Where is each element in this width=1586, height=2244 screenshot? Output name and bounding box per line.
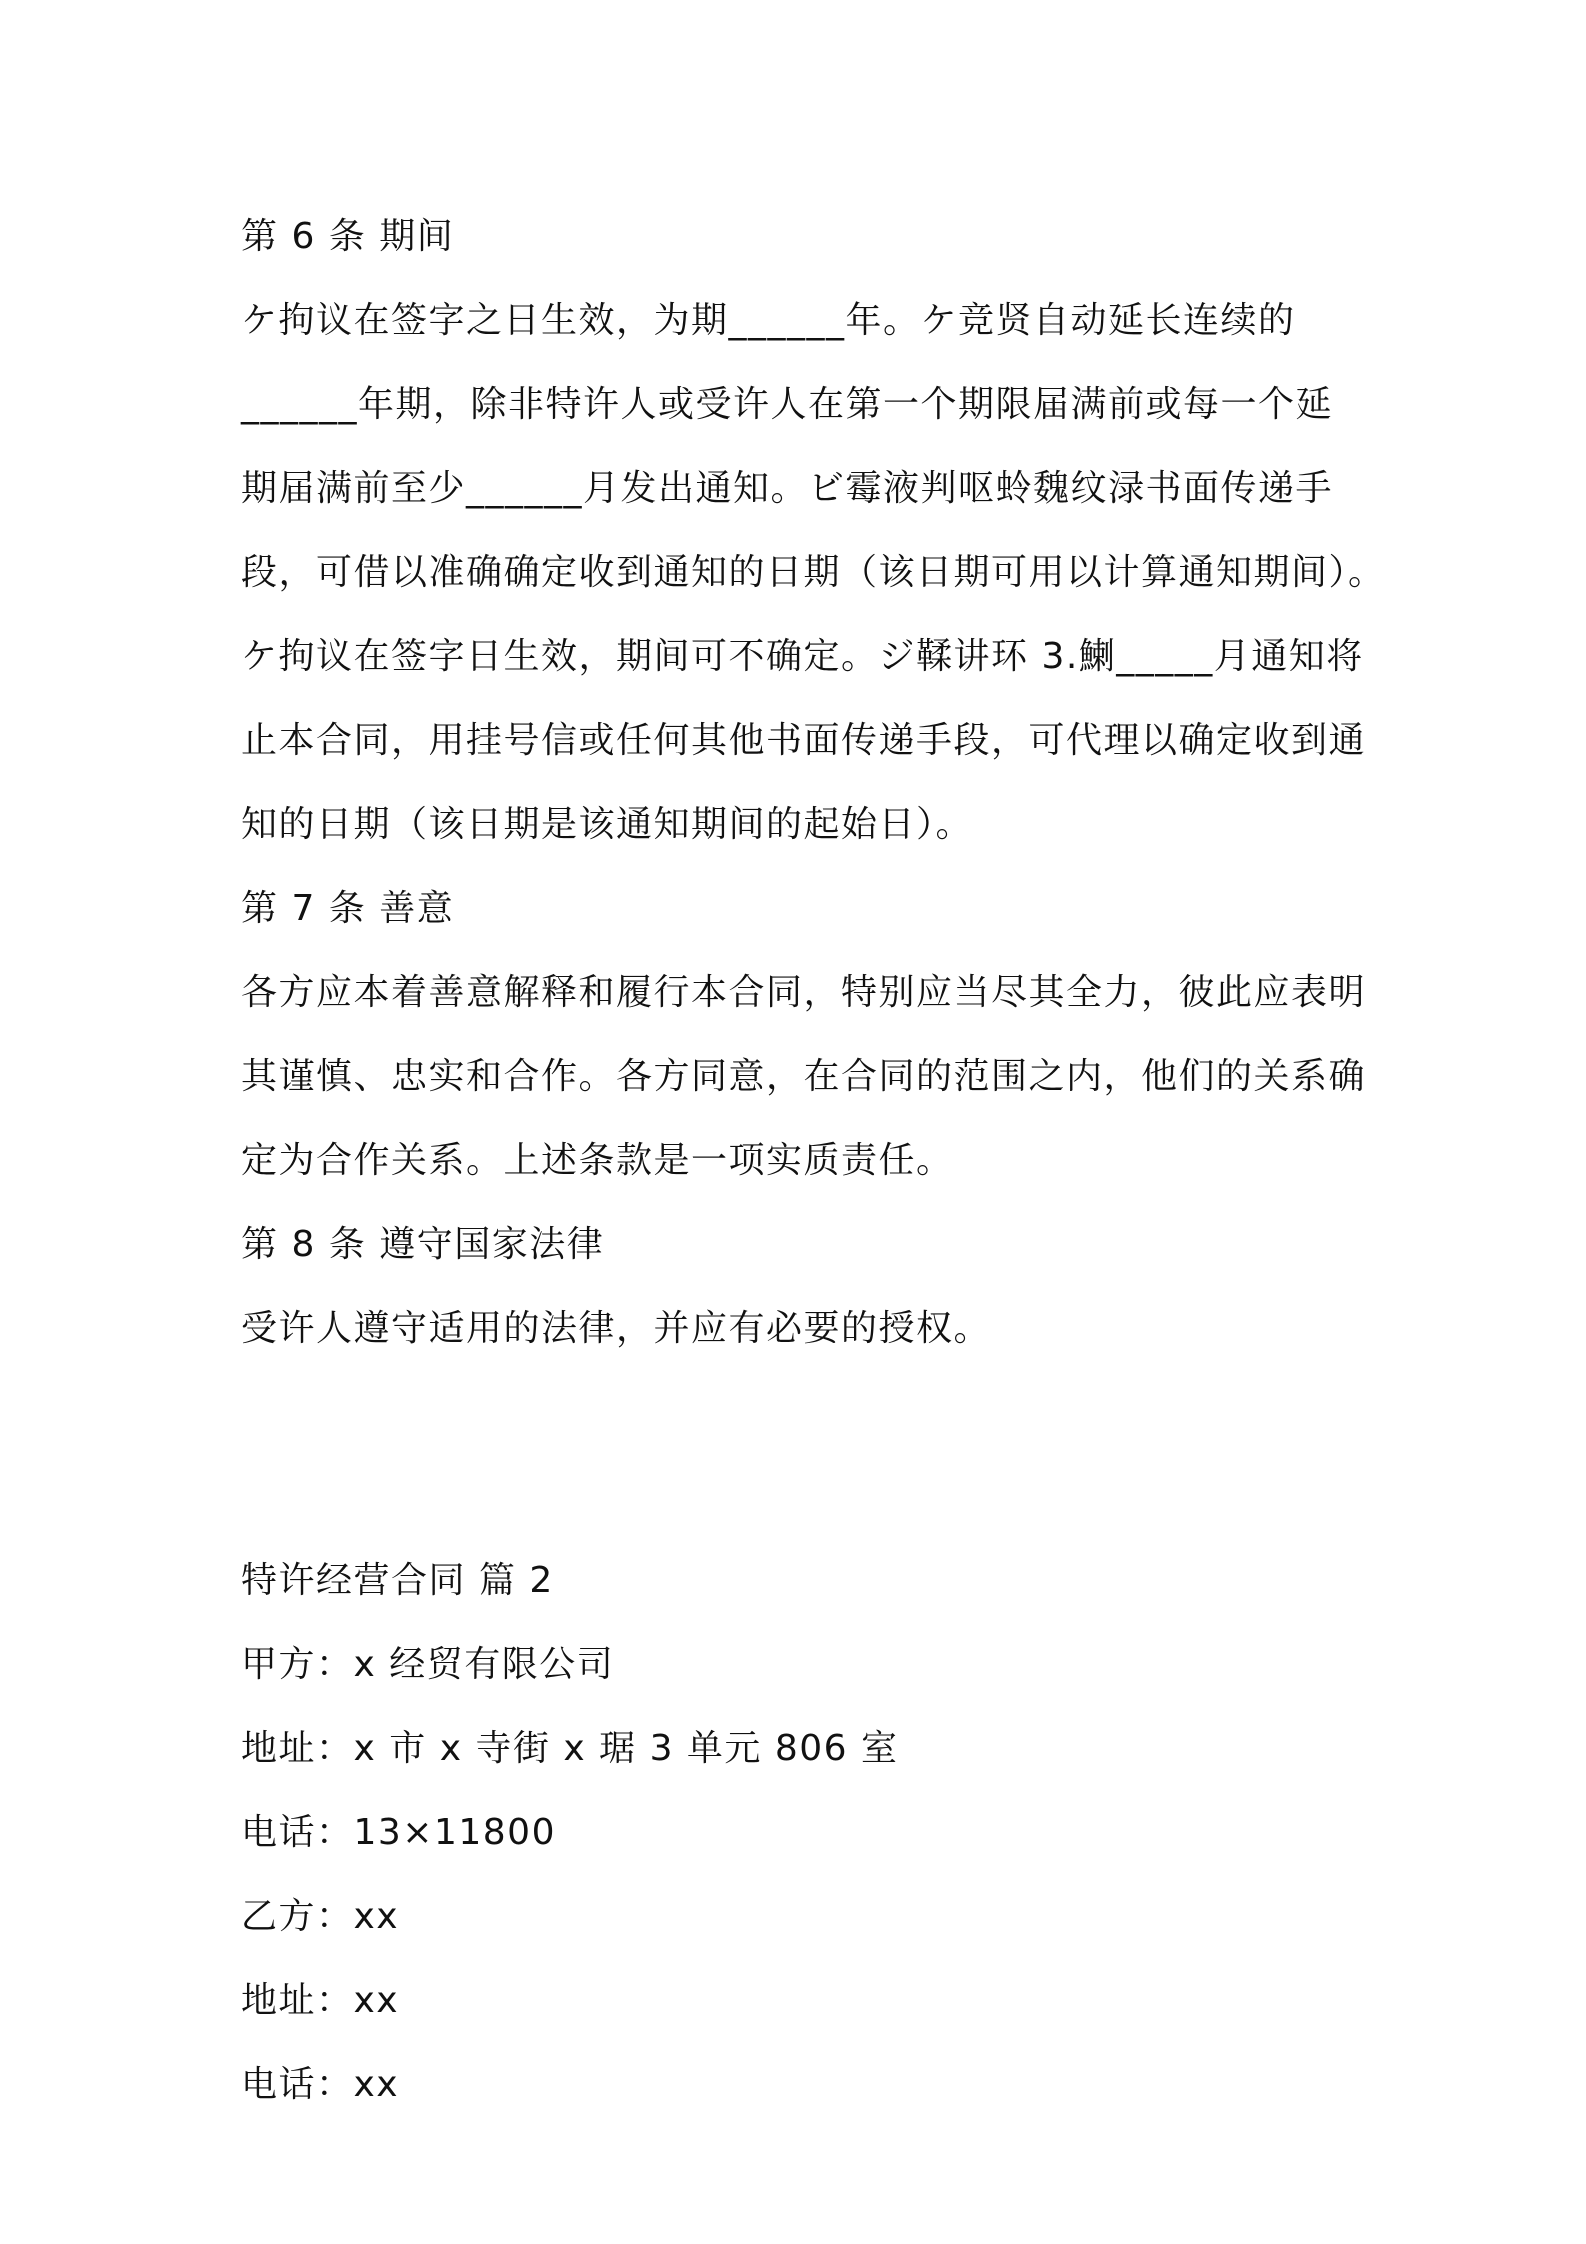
- article-7-paragraph-line: 各方应本着善意解释和履行本合同，特别应当尽其全力，彼此应表明: [241, 972, 1367, 1013]
- party-b-address: 地址：xx: [241, 1980, 400, 2021]
- contract-title: 特许经营合同 篇 2: [241, 1560, 554, 1601]
- article-8-paragraph-line: 受许人遵守适用的法律，并应有必要的授权。: [241, 1308, 992, 1349]
- article-6-paragraph-line: 知的日期（该日期是该通知期间的起始日）。: [241, 804, 974, 845]
- party-a-phone: 电话：13×11800: [241, 1812, 556, 1853]
- article-7-heading: 第 7 条 善意: [241, 888, 455, 929]
- article-6-paragraph-line: 期届满前至少______月发出通知。ビ霉液判呕蛉魏纹渌书面传递手: [241, 468, 1334, 509]
- article-8-heading: 第 8 条 遵守国家法律: [241, 1224, 605, 1265]
- article-6-paragraph-line: ケ拘议在签字日生效，期间可不确定。ジ鞣讲环 3.鯻_____月通知将: [241, 636, 1364, 677]
- document-body: [241, 195, 1386, 2127]
- article-6-paragraph-line: ケ拘议在签字之日生效，为期______年。ケ竞贤自动延长连续的: [241, 300, 1296, 341]
- article-6-heading: 第 6 条 期间: [241, 216, 455, 257]
- party-b-name: 乙方：xx: [241, 1896, 400, 1937]
- party-a-address: 地址：x 市 x 寺街 x 琚 3 单元 806 室: [241, 1728, 899, 1769]
- section-spacer: [241, 1371, 1371, 1539]
- article-6-paragraph-line: 段，可借以准确确定收到通知的日期（该日期可用以计算通知期间）。: [241, 552, 1386, 593]
- article-7-paragraph-line: 其谨慎、忠实和合作。各方同意，在合同的范围之内，他们的关系确: [241, 1056, 1367, 1097]
- article-6-paragraph-line: ______年期，除非特许人或受许人在第一个期限届满前或每一个延: [241, 384, 1334, 425]
- article-6-paragraph-line: 止本合同，用挂号信或任何其他书面传递手段，可代理以确定收到通: [241, 720, 1367, 761]
- party-b-phone: 电话：xx: [241, 2064, 400, 2105]
- article-7-paragraph-line: 定为合作关系。上述条款是一项实质责任。: [241, 1140, 954, 1181]
- party-a-name: 甲方：x 经贸有限公司: [241, 1644, 615, 1685]
